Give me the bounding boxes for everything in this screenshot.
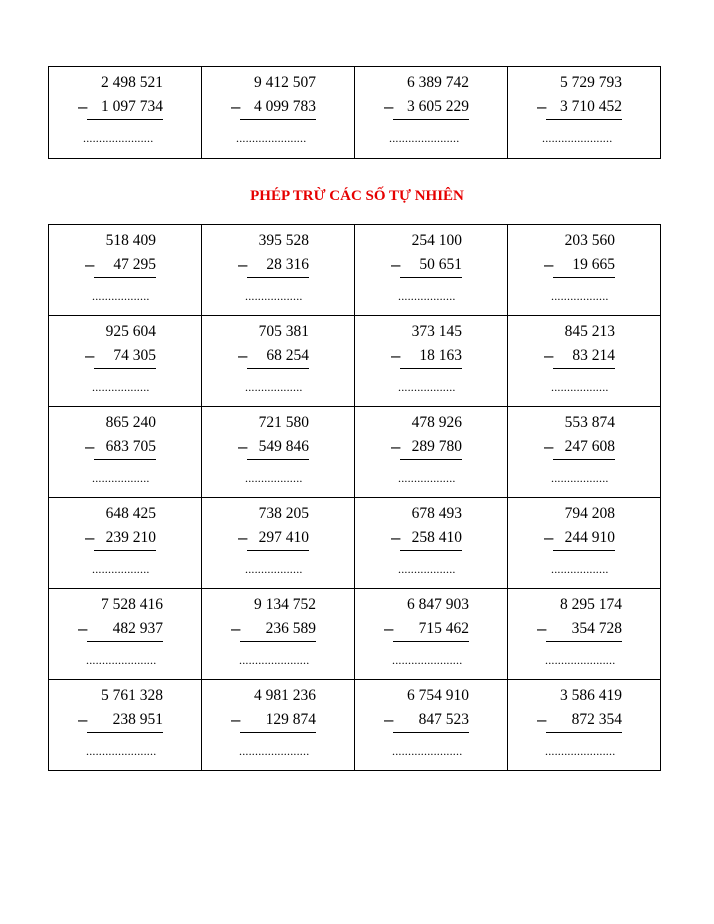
number-stack	[384, 684, 469, 733]
number-stack	[544, 320, 615, 369]
minus-sign: –	[544, 255, 554, 274]
exercise-cell	[202, 225, 355, 316]
subtrahend: 18 163	[400, 344, 462, 369]
subtraction-problem	[355, 320, 507, 404]
minuend: 7 528 416	[101, 596, 163, 613]
subtrahend: 683 705	[94, 435, 156, 460]
minuend: 2 498 521	[101, 74, 163, 91]
answer-blank: ..................	[245, 380, 303, 394]
subtrahend: 47 295	[94, 253, 156, 278]
subtraction-problem	[508, 593, 660, 677]
subtraction-problem	[508, 684, 660, 768]
minuend: 6 754 910	[407, 687, 469, 704]
table-row	[49, 589, 661, 680]
exercise-cell	[355, 498, 508, 589]
subtrahend: 238 951	[87, 708, 163, 733]
answer-blank: ..................	[245, 471, 303, 485]
answer-blank: ..................	[245, 289, 303, 303]
number-stack	[85, 320, 156, 369]
minuend: 4 981 236	[254, 687, 316, 704]
number-stack	[537, 71, 622, 120]
number-stack	[231, 593, 316, 642]
minus-sign: –	[544, 437, 554, 456]
number-stack	[544, 502, 615, 551]
number-stack	[391, 229, 462, 278]
minuend: 865 240	[105, 414, 156, 431]
minuend: 373 145	[411, 323, 462, 340]
exercise-cell	[508, 589, 661, 680]
exercise-cell	[202, 316, 355, 407]
answer-blank: ......................	[239, 653, 310, 667]
answer-blank: ..................	[92, 471, 150, 485]
number-stack	[391, 320, 462, 369]
exercise-cell	[508, 407, 661, 498]
answer-blank: ..................	[92, 289, 150, 303]
subtrahend: 258 410	[400, 526, 462, 551]
subtraction-problem	[508, 71, 660, 155]
minus-sign: –	[391, 346, 401, 365]
minuend: 518 409	[105, 232, 156, 249]
subtrahend: 50 651	[400, 253, 462, 278]
exercise-cell	[49, 498, 202, 589]
minus-sign: –	[85, 255, 95, 274]
minuend: 6 389 742	[407, 74, 469, 91]
minuend: 5 729 793	[560, 74, 622, 91]
number-stack	[391, 411, 462, 460]
exercise-cell	[202, 407, 355, 498]
minus-sign: –	[384, 619, 394, 638]
minus-sign: –	[238, 255, 248, 274]
minus-sign: –	[78, 619, 88, 638]
exercise-cell	[508, 498, 661, 589]
exercise-cell	[355, 407, 508, 498]
minuend: 203 560	[564, 232, 615, 249]
minuend: 3 586 419	[560, 687, 622, 704]
minuend: 553 874	[564, 414, 615, 431]
minus-sign: –	[544, 346, 554, 365]
number-stack	[384, 71, 469, 120]
table-row	[49, 498, 661, 589]
number-stack	[537, 593, 622, 642]
answer-blank: ..................	[245, 562, 303, 576]
subtrahend: 1 097 734	[87, 95, 163, 120]
minus-sign: –	[85, 528, 95, 547]
exercise-cell	[202, 589, 355, 680]
minuend: 9 134 752	[254, 596, 316, 613]
subtraction-problem	[49, 71, 201, 155]
answer-blank: ......................	[392, 744, 463, 758]
minuend: 721 580	[258, 414, 309, 431]
exercise-cell	[49, 407, 202, 498]
subtraction-problem	[355, 502, 507, 586]
answer-blank: ......................	[545, 744, 616, 758]
minus-sign: –	[231, 710, 241, 729]
minus-sign: –	[537, 710, 547, 729]
answer-blank: ..................	[92, 562, 150, 576]
minus-sign: –	[537, 619, 547, 638]
subtraction-problem	[355, 411, 507, 495]
answer-blank: ......................	[545, 653, 616, 667]
subtraction-problem	[202, 411, 354, 495]
subtraction-problem	[202, 229, 354, 313]
subtrahend: 83 214	[553, 344, 615, 369]
subtraction-problem	[49, 684, 201, 768]
answer-blank: ..................	[398, 289, 456, 303]
page-title: PHÉP TRỪ CÁC SỐ TỰ NHIÊN	[250, 188, 464, 204]
minus-sign: –	[238, 528, 248, 547]
exercise-cell	[49, 589, 202, 680]
subtrahend: 28 316	[247, 253, 309, 278]
subtrahend: 68 254	[247, 344, 309, 369]
minus-sign: –	[384, 710, 394, 729]
answer-blank: ..................	[92, 380, 150, 394]
subtrahend: 3 710 452	[546, 95, 622, 120]
number-stack	[85, 411, 156, 460]
answer-blank: ......................	[389, 131, 460, 145]
subtrahend: 236 589	[240, 617, 316, 642]
exercise-cell	[355, 316, 508, 407]
minus-sign: –	[238, 437, 248, 456]
number-stack	[85, 502, 156, 551]
minus-sign: –	[391, 437, 401, 456]
minuend: 794 208	[564, 505, 615, 522]
exercise-cell	[49, 67, 202, 159]
minus-sign: –	[85, 346, 95, 365]
answer-blank: ..................	[551, 380, 609, 394]
exercise-cell	[355, 589, 508, 680]
minuend: 925 604	[105, 323, 156, 340]
number-stack	[238, 411, 309, 460]
minus-sign: –	[391, 255, 401, 274]
minus-sign: –	[537, 97, 547, 116]
table-row	[49, 316, 661, 407]
number-stack	[391, 502, 462, 551]
number-stack	[85, 229, 156, 278]
number-stack	[78, 684, 163, 733]
table-row	[49, 680, 661, 771]
subtraction-problem	[355, 593, 507, 677]
number-stack	[384, 593, 469, 642]
subtraction-problem	[508, 320, 660, 404]
minuend: 705 381	[258, 323, 309, 340]
minuend: 845 213	[564, 323, 615, 340]
minuend: 395 528	[258, 232, 309, 249]
subtrahend: 19 665	[553, 253, 615, 278]
subtrahend: 297 410	[247, 526, 309, 551]
exercise-cell	[49, 680, 202, 771]
exercise-cell	[508, 316, 661, 407]
answer-blank: ..................	[398, 380, 456, 394]
number-stack	[544, 411, 615, 460]
exercise-cell	[355, 680, 508, 771]
number-stack	[231, 684, 316, 733]
answer-blank: ......................	[86, 744, 157, 758]
minus-sign: –	[85, 437, 95, 456]
minus-sign: –	[78, 710, 88, 729]
number-stack	[537, 684, 622, 733]
subtrahend: 74 305	[94, 344, 156, 369]
answer-blank: ..................	[551, 471, 609, 485]
minuend: 6 847 903	[407, 596, 469, 613]
minus-sign: –	[384, 97, 394, 116]
subtraction-problem	[202, 320, 354, 404]
subtraction-problem	[508, 502, 660, 586]
subtraction-problem	[508, 229, 660, 313]
answer-blank: ..................	[551, 562, 609, 576]
subtraction-problem	[508, 411, 660, 495]
minus-sign: –	[231, 97, 241, 116]
table-row	[49, 225, 661, 316]
subtrahend: 129 874	[240, 708, 316, 733]
exercise-cell	[202, 498, 355, 589]
minuend: 648 425	[105, 505, 156, 522]
exercise-cell	[49, 225, 202, 316]
number-stack	[238, 502, 309, 551]
minuend: 478 926	[411, 414, 462, 431]
subtraction-problem	[202, 502, 354, 586]
exercise-cell	[202, 67, 355, 159]
subtraction-problem	[49, 229, 201, 313]
minus-sign: –	[78, 97, 88, 116]
answer-blank: ..................	[398, 562, 456, 576]
table-row	[49, 407, 661, 498]
subtraction-problem	[49, 593, 201, 677]
answer-blank: ......................	[542, 131, 613, 145]
exercise-cell	[355, 225, 508, 316]
exercise-cell	[508, 67, 661, 159]
number-stack	[231, 71, 316, 120]
subtrahend: 239 210	[94, 526, 156, 551]
subtrahend: 549 846	[247, 435, 309, 460]
minus-sign: –	[231, 619, 241, 638]
answer-blank: ......................	[392, 653, 463, 667]
answer-blank: ......................	[83, 131, 154, 145]
subtrahend: 482 937	[87, 617, 163, 642]
subtraction-problem	[355, 71, 507, 155]
number-stack	[238, 229, 309, 278]
minuend: 8 295 174	[560, 596, 622, 613]
subtrahend: 872 354	[546, 708, 622, 733]
minus-sign: –	[391, 528, 401, 547]
minuend: 254 100	[411, 232, 462, 249]
subtrahend: 354 728	[546, 617, 622, 642]
subtraction-exercise-table	[48, 224, 661, 771]
exercise-cell	[355, 67, 508, 159]
number-stack	[544, 229, 615, 278]
number-stack	[78, 71, 163, 120]
minuend: 738 205	[258, 505, 309, 522]
subtrahend: 247 608	[553, 435, 615, 460]
minuend: 678 493	[411, 505, 462, 522]
answer-blank: ..................	[551, 289, 609, 303]
subtraction-problem	[355, 684, 507, 768]
subtraction-problem	[355, 229, 507, 313]
subtrahend: 4 099 783	[240, 95, 316, 120]
minus-sign: –	[238, 346, 248, 365]
number-stack	[238, 320, 309, 369]
subtraction-problem	[49, 320, 201, 404]
subtrahend: 244 910	[553, 526, 615, 551]
subtraction-problem	[49, 502, 201, 586]
subtraction-problem	[202, 71, 354, 155]
top-exercise-table	[48, 66, 661, 159]
subtrahend: 3 605 229	[393, 95, 469, 120]
subtraction-problem	[202, 593, 354, 677]
exercise-cell	[202, 680, 355, 771]
subtraction-problem	[49, 411, 201, 495]
subtraction-problem	[202, 684, 354, 768]
table-row	[49, 67, 661, 159]
subtrahend: 847 523	[393, 708, 469, 733]
answer-blank: ......................	[86, 653, 157, 667]
answer-blank: ......................	[236, 131, 307, 145]
minuend: 9 412 507	[254, 74, 316, 91]
answer-blank: ......................	[239, 744, 310, 758]
exercise-cell	[508, 680, 661, 771]
subtrahend: 715 462	[393, 617, 469, 642]
subtrahend: 289 780	[400, 435, 462, 460]
minus-sign: –	[544, 528, 554, 547]
exercise-cell	[49, 316, 202, 407]
exercise-cell	[508, 225, 661, 316]
minuend: 5 761 328	[101, 687, 163, 704]
number-stack	[78, 593, 163, 642]
answer-blank: ..................	[398, 471, 456, 485]
